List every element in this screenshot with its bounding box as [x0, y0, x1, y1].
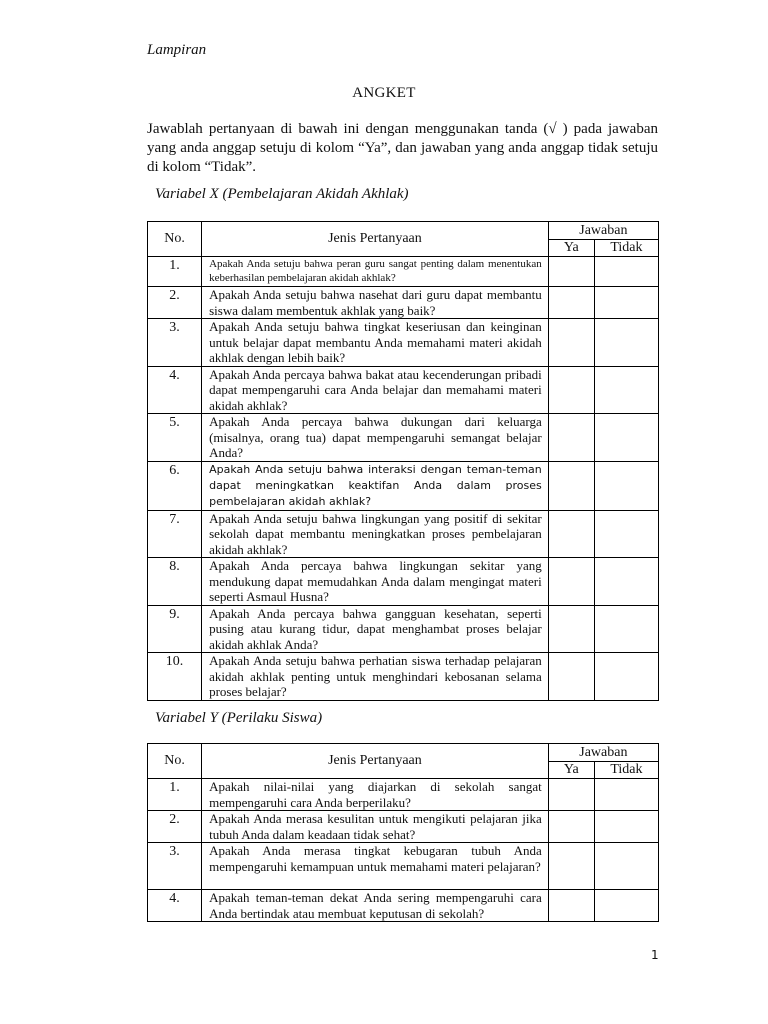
row-number: 3. [148, 319, 202, 367]
questionnaire-table-x [147, 221, 659, 701]
row-question: Apakah Anda setuju bahwa tingkat keseriusan dan keinginan untuk belajar dapat membantu Anda memahami materi akidah akhlak dengan lebih baik? [202, 319, 549, 367]
row-question: Apakah Anda setuju bahwa perhatian siswa terhadap pelajaran akidah akhlak penting untuk menghindari kebosanan selama proses belajar? [202, 653, 549, 701]
row-number: 1. [148, 257, 202, 287]
row-number: 8. [148, 558, 202, 606]
table-row [148, 414, 659, 462]
answer-yes-cell[interactable] [548, 811, 594, 843]
variable-y-title: Variabel Y (Perilaku Siswa) [155, 710, 323, 726]
row-question: Apakah Anda merasa kesulitan untuk mengikuti pelajaran jika tubuh Anda dalam keadaan tidak sehat? [202, 811, 549, 843]
header-question: Jenis Pertanyaan [202, 222, 549, 257]
answer-yes-cell[interactable] [548, 653, 594, 701]
table-row [148, 605, 659, 653]
header-yes: Ya [548, 762, 594, 779]
answer-yes-cell[interactable] [548, 461, 594, 510]
row-question: Apakah Anda setuju bahwa nasehat dari guru dapat membantu siswa dalam membentuk akhlak yang baik? [202, 287, 549, 319]
row-question: Apakah Anda setuju bahwa interaksi dengan teman-teman dapat meningkatkan keaktifan Anda dalam proses pembelajaran akidah akhlak? [202, 461, 549, 510]
answer-yes-cell[interactable] [548, 510, 594, 558]
answer-yes-cell[interactable] [548, 605, 594, 653]
row-number: 7. [148, 510, 202, 558]
table-row [148, 366, 659, 414]
table-row [148, 510, 659, 558]
answer-yes-cell[interactable] [548, 779, 594, 811]
answer-no-cell[interactable] [594, 811, 658, 843]
row-number: 3. [148, 843, 202, 890]
answer-no-cell[interactable] [594, 779, 658, 811]
header-answer: Jawaban [548, 222, 658, 240]
row-question: Apakah Anda merasa tingkat kebugaran tubuh Anda mempengaruhi kemampuan untuk memahami materi pelajaran? [202, 843, 549, 890]
row-question: Apakah nilai-nilai yang diajarkan di sekolah sangat mempengaruhi cara Anda berperilaku? [202, 779, 549, 811]
page-number: 1 [651, 948, 659, 962]
header-yes: Ya [548, 240, 594, 257]
row-question: Apakah teman-teman dekat Anda sering mempengaruhi cara Anda bertindak atau membuat keputusan di sekolah? [202, 890, 549, 922]
row-question: Apakah Anda percaya bahwa bakat atau kecenderungan pribadi dapat mempengaruhi cara Anda belajar dan memahami materi akidah akhlak? [202, 366, 549, 414]
answer-yes-cell[interactable] [548, 287, 594, 319]
table-row [148, 843, 659, 890]
answer-yes-cell[interactable] [548, 366, 594, 414]
table-row [148, 287, 659, 319]
row-question: Apakah Anda setuju bahwa lingkungan yang positif di sekitar sekolah dapat membantu meningkatkan proses pembelajaran akidah akhlak? [202, 510, 549, 558]
row-question: Apakah Anda percaya bahwa gangguan kesehatan, seperti pusing atau kurang tidur, dapat menghambat proses belajar akidah akhlak Anda? [202, 605, 549, 653]
answer-no-cell[interactable] [594, 653, 658, 701]
row-number: 4. [148, 890, 202, 922]
header-no-answer: Tidak [594, 762, 658, 779]
answer-no-cell[interactable] [594, 461, 658, 510]
row-number: 2. [148, 287, 202, 319]
row-number: 10. [148, 653, 202, 701]
row-question: Apakah Anda percaya bahwa lingkungan sekitar yang mendukung dapat memudahkan Anda dalam mengingat materi seperti Asmaul Husna? [202, 558, 549, 606]
header-no: No. [148, 222, 202, 257]
table-row [148, 461, 659, 510]
table-row [148, 319, 659, 367]
answer-yes-cell[interactable] [548, 257, 594, 287]
row-number: 6. [148, 461, 202, 510]
answer-no-cell[interactable] [594, 605, 658, 653]
row-question: Apakah Anda setuju bahwa peran guru sangat penting dalam menentukan keberhasilan pembelajaran akidah akhlak? [202, 257, 549, 287]
table-row [148, 558, 659, 606]
row-number: 1. [148, 779, 202, 811]
row-number: 2. [148, 811, 202, 843]
answer-no-cell[interactable] [594, 366, 658, 414]
row-number: 9. [148, 605, 202, 653]
instruction-text: Jawablah pertanyaan di bawah ini dengan menggunakan tanda (√ ) pada jawaban yang anda anggap setuju di kolom “Ya”, dan jawaban yang anda anggap tidak setuju di kolom “Tidak”. [147, 121, 658, 175]
header-answer: Jawaban [548, 744, 658, 762]
header-question: Jenis Pertanyaan [202, 744, 549, 779]
answer-no-cell[interactable] [594, 510, 658, 558]
answer-no-cell[interactable] [594, 414, 658, 462]
answer-no-cell[interactable] [594, 319, 658, 367]
lampiran-label: Lampiran [147, 42, 207, 58]
row-question: Apakah Anda percaya bahwa dukungan dari keluarga (misalnya, orang tua) dapat mempengaruhi semangat belajar Anda? [202, 414, 549, 462]
answer-no-cell[interactable] [594, 890, 658, 922]
answer-yes-cell[interactable] [548, 890, 594, 922]
answer-no-cell[interactable] [594, 558, 658, 606]
answer-no-cell[interactable] [594, 843, 658, 890]
answer-yes-cell[interactable] [548, 319, 594, 367]
table-row [148, 890, 659, 922]
header-no-answer: Tidak [594, 240, 658, 257]
answer-yes-cell[interactable] [548, 558, 594, 606]
table-row [148, 779, 659, 811]
answer-no-cell[interactable] [594, 257, 658, 287]
answer-yes-cell[interactable] [548, 414, 594, 462]
table-row [148, 653, 659, 701]
answer-no-cell[interactable] [594, 287, 658, 319]
questionnaire-table-y [147, 743, 659, 922]
header-no: No. [148, 744, 202, 779]
row-number: 5. [148, 414, 202, 462]
row-number: 4. [148, 366, 202, 414]
page-title: ANGKET [352, 85, 416, 101]
answer-yes-cell[interactable] [548, 843, 594, 890]
variable-x-title: Variabel X (Pembelajaran Akidah Akhlak) [155, 186, 409, 202]
table-row [148, 257, 659, 287]
table-row [148, 811, 659, 843]
